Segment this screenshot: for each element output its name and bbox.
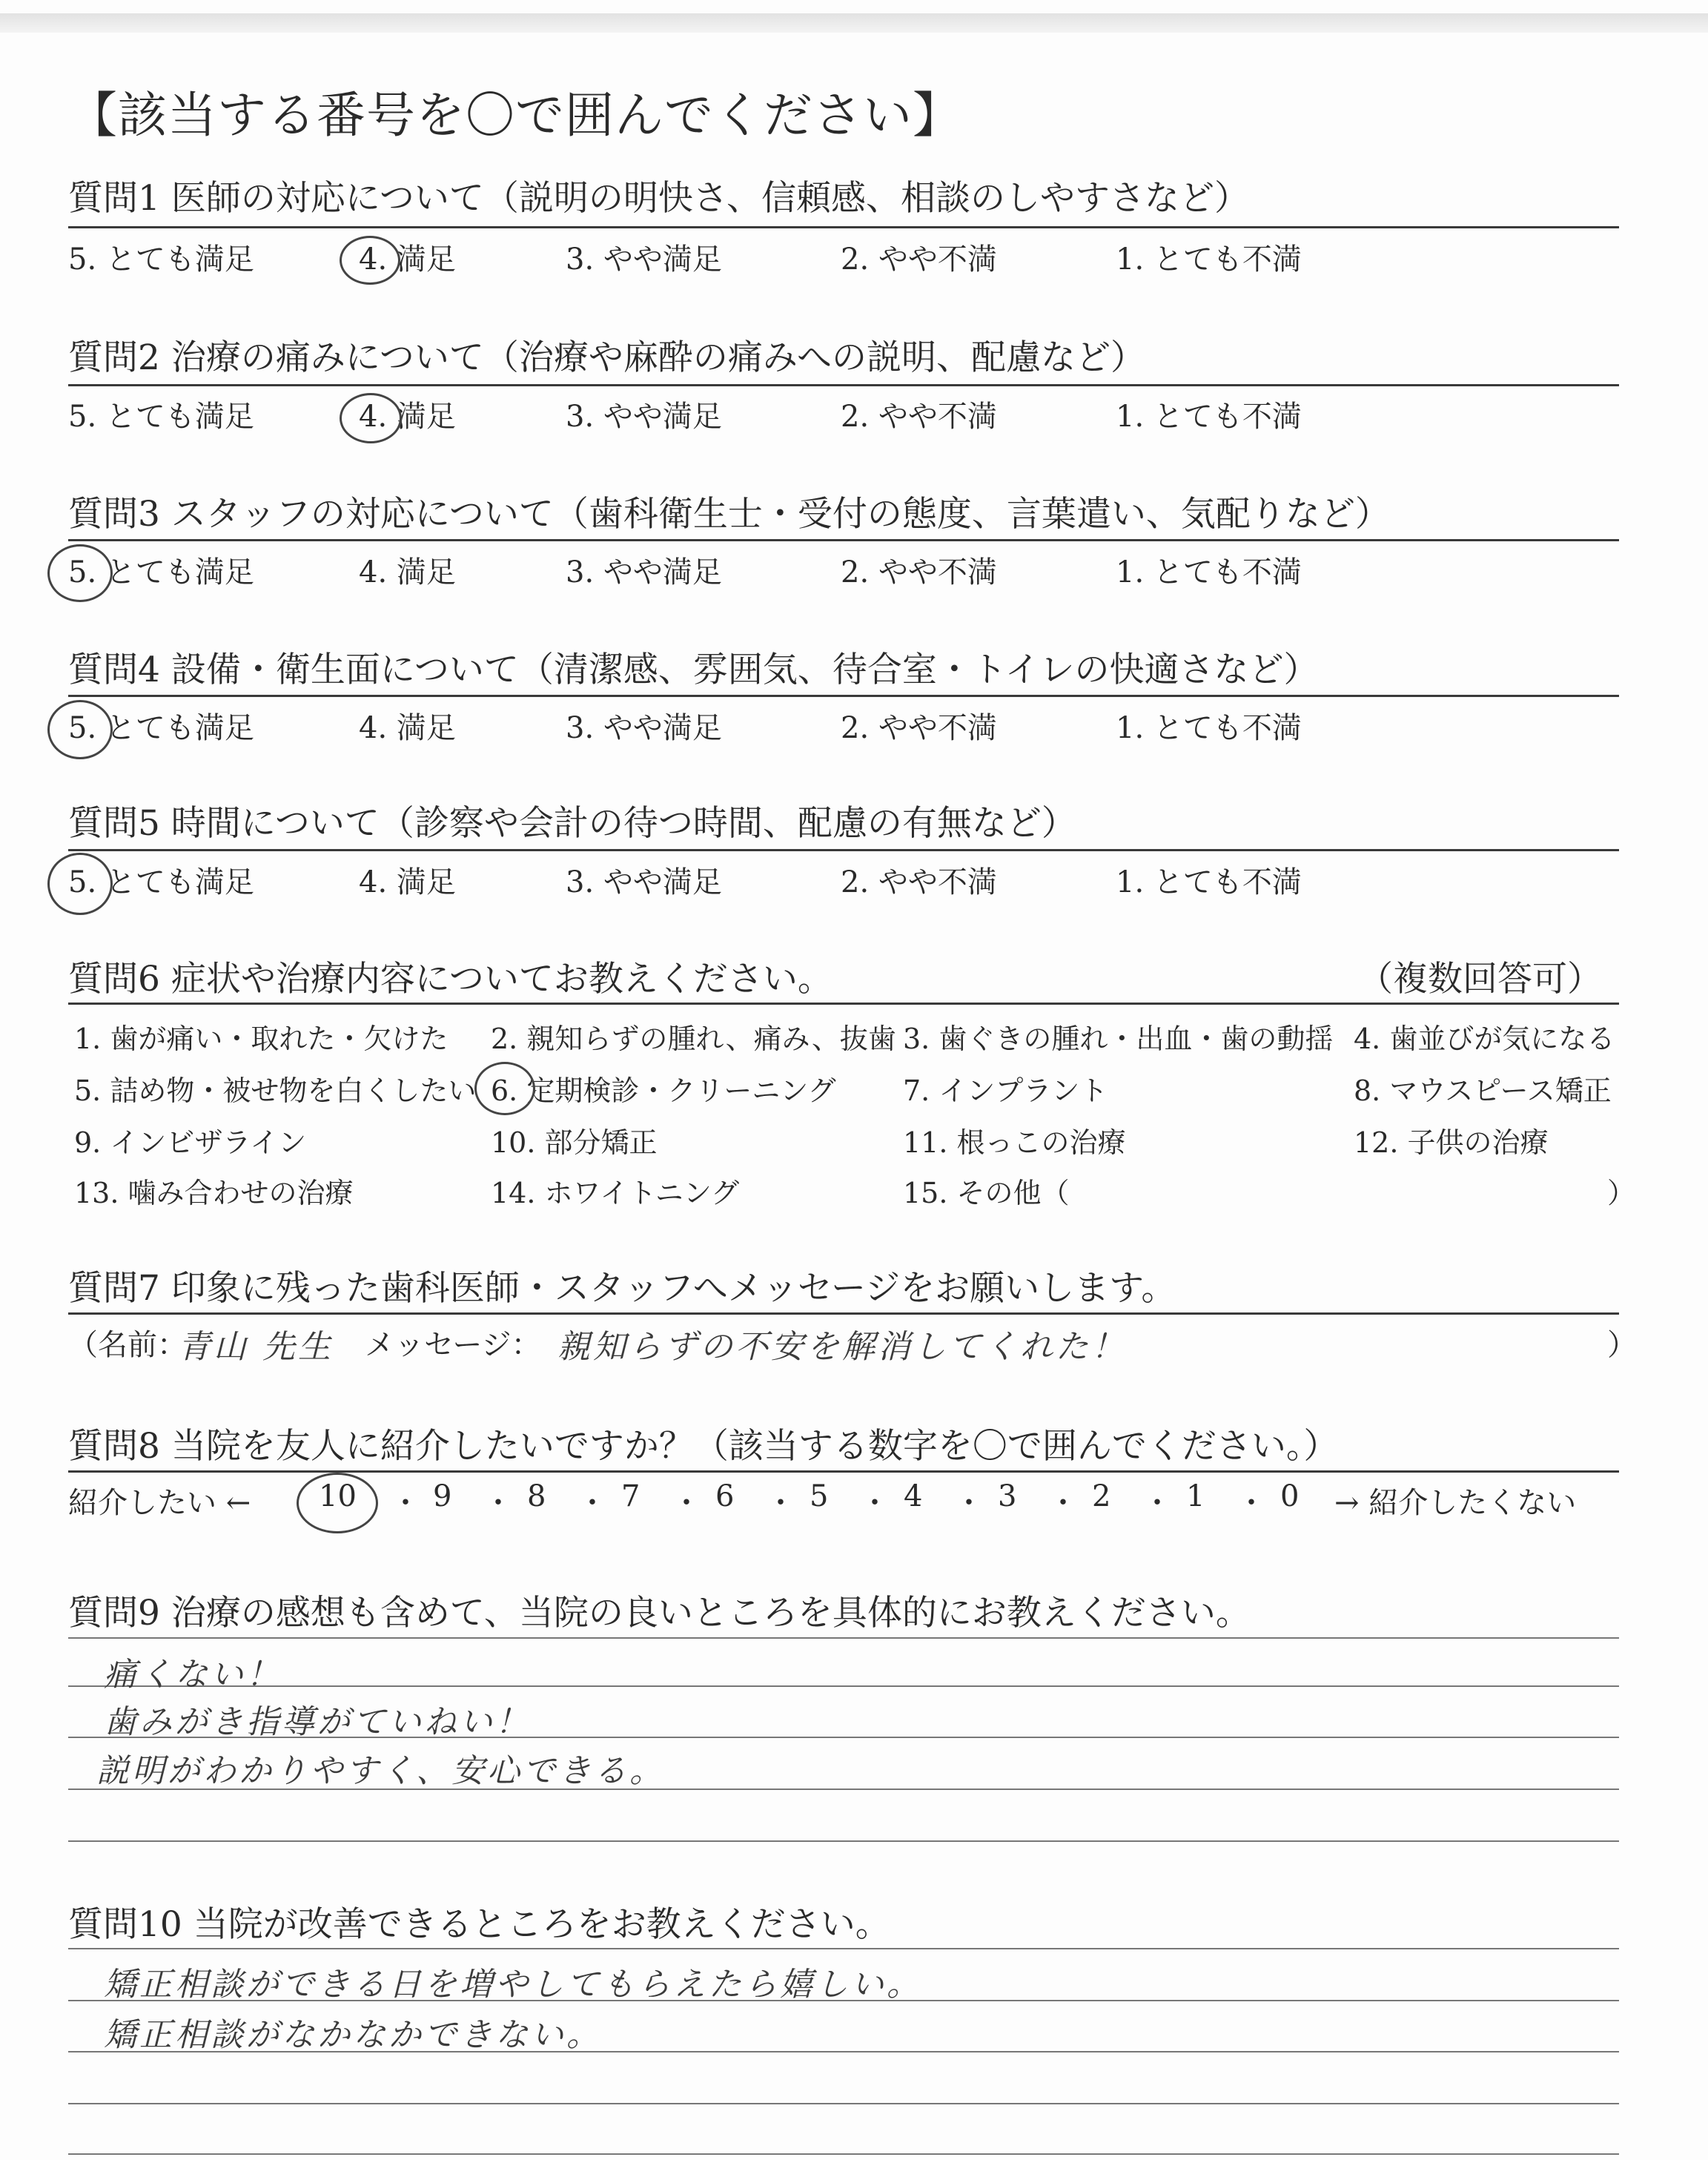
separator-dot: ・ [1142,1486,1172,1520]
question-6-title: 質問6 症状や治療内容についてお教えください。 [68,959,833,1000]
divider [68,849,1619,851]
divider [68,1003,1619,1005]
separator-dot: ・ [577,1486,607,1520]
q3-option-4[interactable]: 4. 満足 [359,555,456,589]
q5-option-4[interactable]: 4. 満足 [359,865,456,899]
separator-dot: ・ [1237,1486,1266,1520]
answer-line [68,2103,1619,2104]
q3-option-2[interactable]: 2. やや不満 [841,555,997,589]
q3-option-1[interactable]: 1. とても不満 [1116,555,1302,589]
q6-option-5[interactable]: 5. 詰め物・被せ物を白くしたい [74,1074,477,1107]
q6-option-8[interactable]: 8. マウスピース矯正 [1354,1074,1612,1107]
q6-option-12[interactable]: 12. 子供の治療 [1354,1126,1549,1159]
question-1-title: 質問1 医師の対応について（説明の明快さ、信頼感、相談のしやすさなど） [68,178,1250,219]
question-2-title: 質問2 治療の痛みについて（治療や麻酔の痛みへの説明、配慮など） [68,337,1145,378]
q3-selection-circle [47,544,113,602]
scale-value-6[interactable]: 6 [715,1479,735,1513]
q6-option-9[interactable]: 9. インビザライン [74,1126,307,1159]
q10-answer-line-1[interactable]: 矯正相談ができる日を増やしてもらえたら嬉しい。 [104,1966,922,2004]
scale-value-7[interactable]: 7 [621,1479,640,1513]
answer-line [68,1840,1619,1842]
q6-other-close: ） [1607,1177,1636,1209]
q6-option-2[interactable]: 2. 親知らずの腫れ、痛み、抜歯 [491,1023,896,1055]
q4-option-1[interactable]: 1. とても不満 [1116,711,1302,745]
question-4-title: 質問4 設備・衛生面について（清潔感、雰囲気、待合室・トイレの快適さなど） [68,650,1319,690]
q4-option-4[interactable]: 4. 満足 [359,711,456,745]
q1-option-1[interactable]: 1. とても不満 [1116,242,1302,277]
separator-dot: ・ [483,1486,513,1520]
divider [68,1470,1619,1473]
q2-option-2[interactable]: 2. やや不満 [841,400,997,434]
separator-dot: ・ [391,1486,420,1520]
q6-option-10[interactable]: 10. 部分矯正 [491,1126,658,1159]
divider [68,384,1619,386]
scale-value-8[interactable]: 8 [527,1479,546,1513]
question-10-title: 質問10 当院が改善できるところをお教えください。 [68,1904,890,1945]
q4-option-5[interactable]: 5. とても満足 [68,711,254,745]
answer-close-paren: ） [1607,1328,1637,1362]
q6-option-14[interactable]: 14. ホワイトニング [491,1177,740,1209]
q2-option-3[interactable]: 3. やや満足 [566,400,722,434]
q6-selection-circle [474,1062,535,1115]
q3-option-3[interactable]: 3. やや満足 [566,555,722,589]
q5-option-1[interactable]: 1. とても不満 [1116,865,1302,899]
message-value[interactable]: 親知らずの不安を解消してくれた！ [557,1328,1127,1366]
q6-option-6[interactable]: 6. 定期検診・クリーニング [491,1074,836,1107]
q3-option-5[interactable]: 5. とても満足 [68,555,254,589]
q4-selection-circle [47,700,113,759]
q5-option-2[interactable]: 2. やや不満 [841,865,997,899]
question-3-title: 質問3 スタッフの対応について（歯科衛生士・受付の態度、言葉遣い、気配りなど） [68,494,1390,535]
q6-option-3[interactable]: 3. 歯ぐきの腫れ・出血・歯の動揺 [903,1023,1334,1055]
separator-dot: ・ [766,1486,795,1520]
q5-selection-circle [47,853,113,915]
answer-line [68,1637,1619,1639]
question-7-title: 質問7 印象に残った歯科医師・スタッフへメッセージをお願いします。 [68,1268,1176,1309]
scale-left-label: 紹介したい ← [68,1486,251,1520]
scale-value-10[interactable]: 10 [319,1479,357,1513]
q1-selection-circle [340,236,400,285]
q6-option-11[interactable]: 11. 根っこの治療 [903,1126,1126,1159]
scale-value-3[interactable]: 3 [998,1479,1017,1513]
q6-option-1[interactable]: 1. 歯が痛い・取れた・欠けた [74,1023,448,1055]
q4-option-3[interactable]: 3. やや満足 [566,711,722,745]
divider [68,695,1619,697]
scale-value-2[interactable]: 2 [1092,1479,1111,1513]
q4-option-2[interactable]: 2. やや不満 [841,711,997,745]
q2-option-4[interactable]: 4. 満足 [359,400,456,434]
scale-value-4[interactable]: 4 [904,1479,923,1513]
answer-line [68,1948,1619,1949]
instruction-heading: 【該当する番号を〇で囲んでください】 [68,87,962,144]
q2-selection-circle [340,393,402,443]
answer-line [68,1685,1619,1687]
question-8-title: 質問8 当院を友人に紹介したいですか？（該当する数字を〇で囲んでください。） [68,1426,1339,1467]
q1-option-3[interactable]: 3. やや満足 [566,242,722,277]
q10-answer-line-2[interactable]: 矯正相談がなかなかできない。 [104,2016,602,2054]
q1-option-4[interactable]: 4. 満足 [359,242,456,277]
q6-option-4[interactable]: 4. 歯並びが気になる [1354,1023,1615,1055]
q1-option-2[interactable]: 2. やや不満 [841,242,997,277]
question-9-title: 質問9 治療の感想も含めて、当院の良いところを具体的にお教えください。 [68,1593,1251,1634]
answer-line [68,2153,1619,2155]
q9-answer-line-3[interactable]: 説明がわかりやすく、安心できる。 [96,1752,666,1790]
scan-edge [0,13,1708,33]
scale-value-1[interactable]: 1 [1186,1479,1205,1513]
divider [68,1312,1619,1315]
scale-value-5[interactable]: 5 [810,1479,829,1513]
q2-option-1[interactable]: 1. とても不満 [1116,400,1302,434]
q9-answer-line-2[interactable]: 歯みがき指導がていねい！ [104,1703,531,1741]
scale-value-9[interactable]: 9 [433,1479,452,1513]
scale-value-0[interactable]: 0 [1280,1479,1300,1513]
q2-option-5[interactable]: 5. とても満足 [68,400,254,434]
q6-option-7[interactable]: 7. インプラント [903,1074,1108,1107]
separator-dot: ・ [672,1486,701,1520]
name-label: （名前： [68,1328,187,1362]
multiple-answers-note: （複数回答可） [1358,959,1602,1000]
q8-selection-circle [297,1473,378,1533]
divider [68,539,1619,541]
q5-option-5[interactable]: 5. とても満足 [68,865,254,899]
divider [68,226,1619,228]
q6-option-13[interactable]: 13. 噛み合わせの治療 [74,1177,354,1209]
q5-option-3[interactable]: 3. やや満足 [566,865,722,899]
separator-dot: ・ [954,1486,984,1520]
message-label: メッセージ： [365,1328,541,1362]
q9-answer-line-1[interactable]: 痛くない！ [104,1656,282,1694]
q1-option-5[interactable]: 5. とても満足 [68,242,254,277]
question-5-title: 質問5 時間について（診察や会計の待つ時間、配慮の有無など） [68,803,1076,844]
scale-right-label: → 紹介したくない [1334,1486,1577,1520]
name-value[interactable]: 青山 先生 [178,1328,334,1366]
q6-option-15[interactable]: 15. その他（ [903,1177,1070,1209]
separator-dot: ・ [860,1486,890,1520]
separator-dot: ・ [1048,1486,1078,1520]
